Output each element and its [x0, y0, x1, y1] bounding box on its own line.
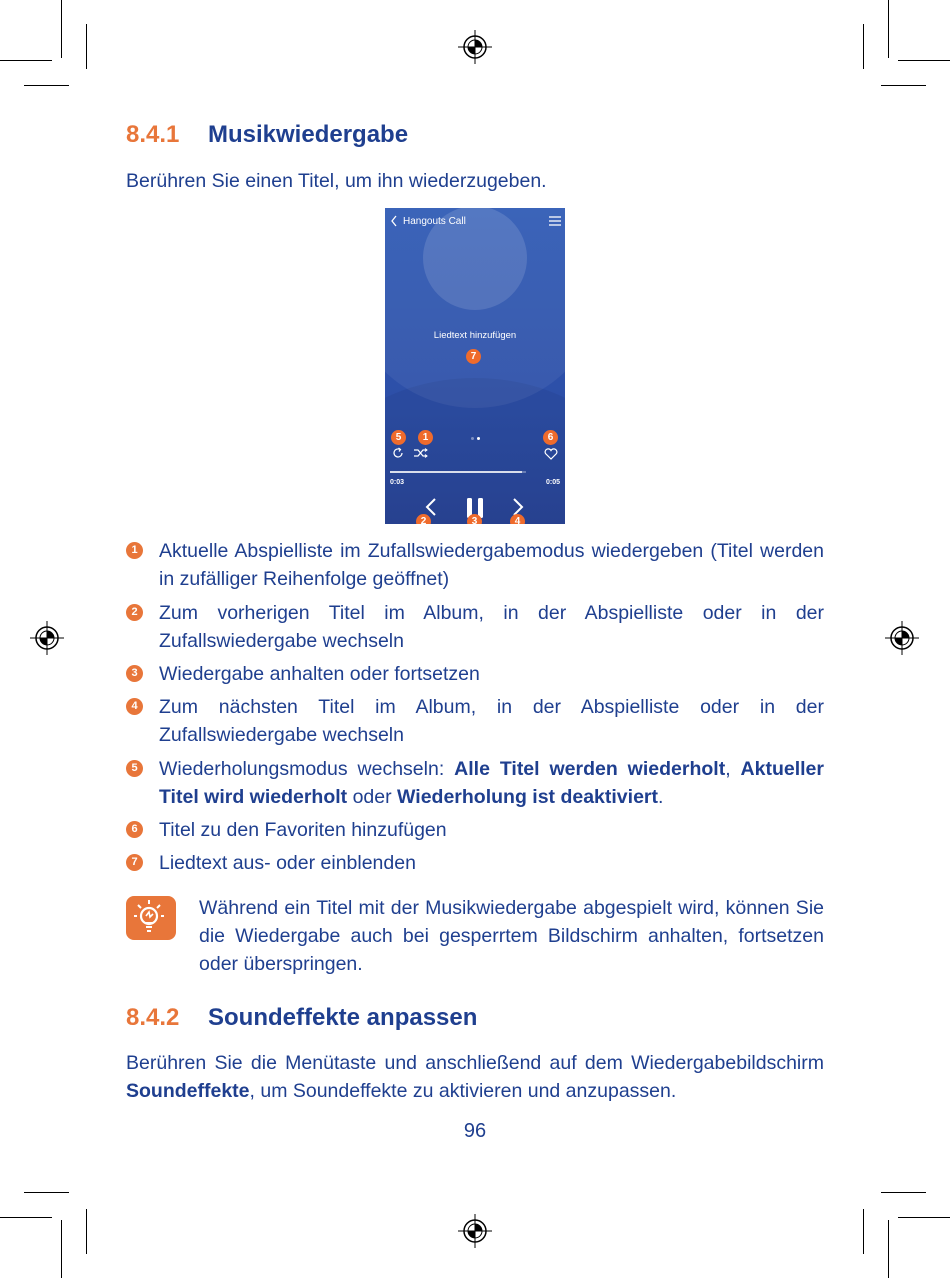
- lyrics-toggle[interactable]: Liedtext hinzufügen: [433, 330, 517, 341]
- section-heading-8-4-1: [126, 121, 408, 149]
- list-item: [126, 599, 824, 655]
- list-item-text: Zum nächsten Titel im Album, in der Abspielliste oder in der Zufallswiedergabe wechseln: [159, 696, 824, 746]
- tip-text: Während ein Titel mit der Musikwiedergabe abgespielt wird, können Sie die Wiedergabe auch bei gesperrtem Bildschirm anhalten, fortsetzen oder überspringen.: [199, 897, 824, 975]
- callout-5: 5: [391, 430, 406, 445]
- list-marker: 5: [126, 760, 143, 777]
- page-dot-active: [477, 437, 480, 440]
- list-marker: 4: [126, 698, 143, 715]
- shuffle-icon[interactable]: [414, 448, 428, 458]
- repeat-icon[interactable]: [392, 447, 404, 459]
- callout-2: 2: [416, 514, 431, 524]
- list-item-text: Wiedergabe anhalten oder fortsetzen: [159, 663, 480, 685]
- list-item: [126, 660, 824, 688]
- list-item: [126, 693, 824, 749]
- list-item: [126, 816, 824, 844]
- section-number: 8.4.1: [126, 121, 180, 148]
- list-item-text: Wiederholungsmodus wechseln: Alle Titel werden wiederholt, Aktueller Titel wird wiederholt oder Wiederholung ist deaktiviert.: [159, 758, 824, 808]
- callout-4: 4: [510, 514, 525, 524]
- tip-lightbulb-icon: [126, 896, 176, 940]
- page-number: 96: [463, 1120, 487, 1142]
- list-marker: 3: [126, 665, 143, 682]
- registration-mark-icon: [458, 30, 492, 64]
- list-item: [126, 849, 824, 877]
- back-arrow-icon[interactable]: [390, 215, 398, 227]
- intro-paragraph: Berühren Sie einen Titel, um ihn wiederzugeben.: [126, 170, 547, 192]
- favorite-heart-icon[interactable]: [544, 448, 558, 460]
- music-player-screenshot: [385, 208, 565, 524]
- callout-3: 3: [467, 514, 482, 524]
- list-item: [126, 537, 824, 593]
- callout-6: 6: [543, 430, 558, 445]
- list-item-text: Aktuelle Abspielliste im Zufallswiedergabemodus wiedergeben (Titel werden in zufälliger Reihenfolge geöffnet): [159, 540, 824, 590]
- registration-mark-icon: [30, 621, 64, 655]
- list-marker: 7: [126, 854, 143, 871]
- list-marker: 6: [126, 821, 143, 838]
- section-title: Musikwiedergabe: [208, 121, 409, 148]
- registration-mark-icon: [885, 621, 919, 655]
- list-item-text: Titel zu den Favoriten hinzufügen: [159, 819, 447, 841]
- section-title: Soundeffekte anpassen: [208, 1004, 478, 1031]
- menu-icon[interactable]: [549, 216, 561, 226]
- list-item-text: Zum vorherigen Titel im Album, in der Abspielliste oder in der Zufallswiedergabe wechseln: [159, 602, 824, 652]
- time-total: 0:05: [546, 479, 561, 486]
- registration-mark-icon: [458, 1214, 492, 1248]
- progress-fill: [390, 471, 522, 473]
- time-elapsed: 0:03: [390, 479, 405, 486]
- callout-7: 7: [466, 349, 481, 364]
- list-marker: 2: [126, 604, 143, 621]
- list-marker: 1: [126, 542, 143, 559]
- back-label[interactable]: Hangouts Call: [403, 216, 466, 227]
- section-heading-8-4-2: [126, 1004, 477, 1032]
- page-dot: [471, 437, 474, 440]
- list-item: [126, 755, 824, 811]
- callout-1: 1: [418, 430, 433, 445]
- list-item-text: Liedtext aus- oder einblenden: [159, 852, 416, 874]
- progress-track[interactable]: [390, 471, 526, 473]
- outro-paragraph: Berühren Sie die Menütaste und anschließend auf dem Wiedergabebildschirm Soundeffekte, um Soundeffekte zu aktivieren und anzupassen.: [126, 1052, 824, 1102]
- section-number: 8.4.2: [126, 1004, 180, 1031]
